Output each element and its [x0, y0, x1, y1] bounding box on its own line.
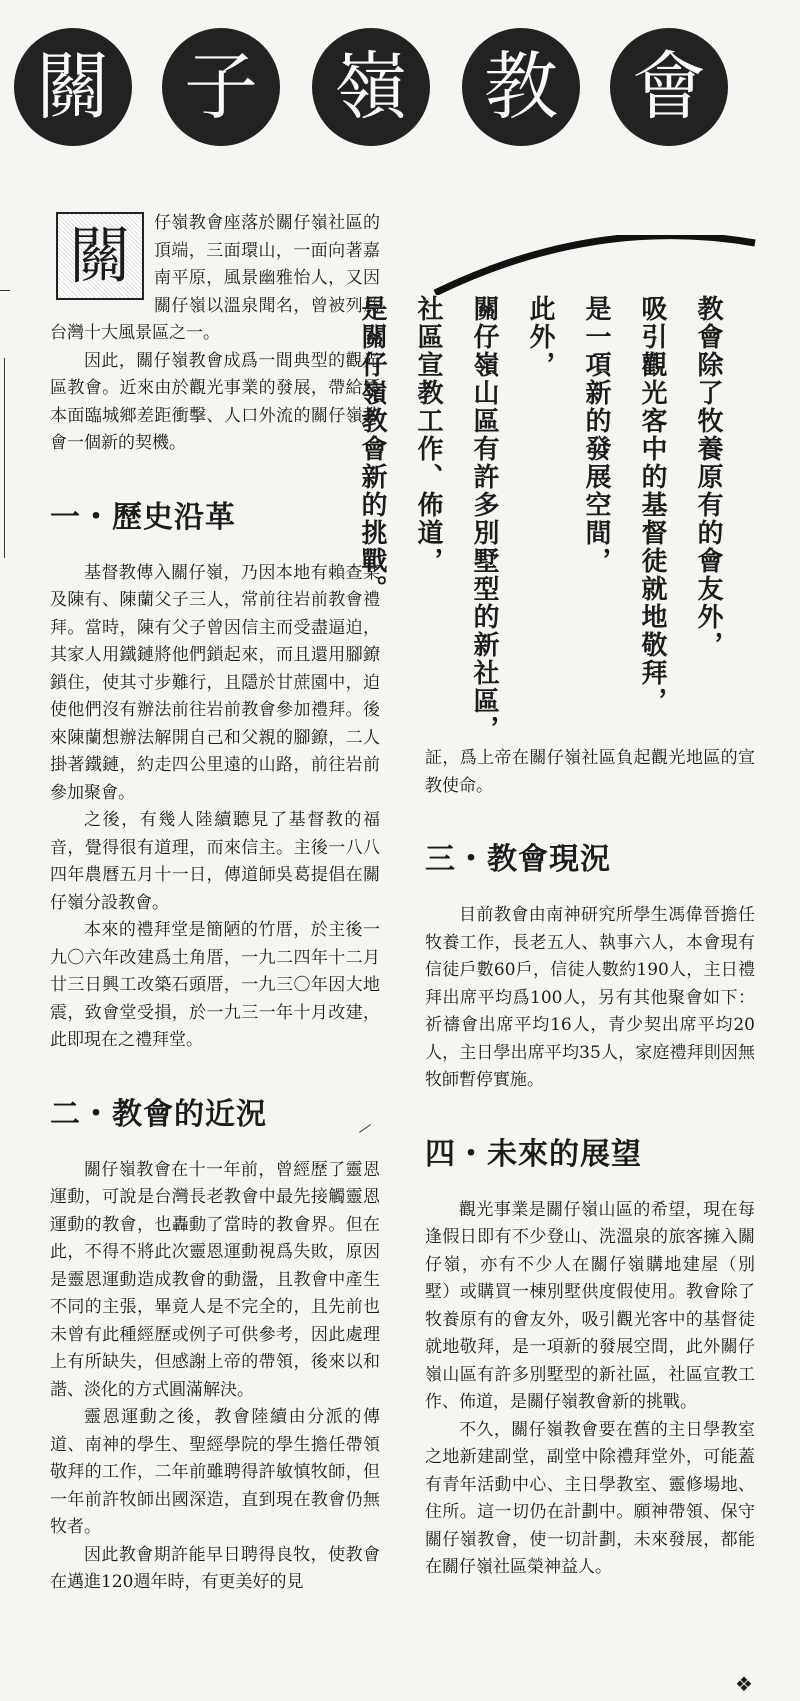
pull-quote-columns [348, 295, 732, 743]
pull-quote-line: 是一項新的發展空間， [581, 295, 611, 575]
masthead-char: 嶺 [312, 28, 430, 146]
intro-paragraph: 因此，關仔嶺教會成爲一間典型的觀光區教會。近來由於觀光事業的發展，帶給原本面臨城鄉差距衝擊、人口外流的關仔嶺教會一個新的契機。 [50, 350, 380, 453]
pull-quote-line: 教會除了牧養原有的會友外， [693, 295, 723, 659]
edge-box-rule [0, 358, 5, 558]
body-paragraph: 目前教會由南神研究所學生馮偉晉擔任牧養工作，長老五人、執事六人，本會現有信徒戶數60戶，信徒人數約190人，主日禮拜出席平均爲100人，另有其他聚會如下：祈禱會出席平均16人，青少契出席平均20人，主日學出席平均35人，家庭禮拜則因無牧師暫停實施。 [425, 905, 755, 1090]
masthead-char: 關 [14, 28, 132, 146]
section-heading: 二・教會的近況 [50, 1096, 267, 1132]
right-column [425, 745, 755, 1582]
body-paragraph: 本來的禮拜堂是簡陋的竹厝，於主後一九〇六年改建爲土角厝，一九二四年十二月廿三日興工改築石頭厝，一九三〇年因大地震，致會堂受損，於一九三一年十月改建，此即現在之禮拜堂。 [50, 920, 380, 1050]
pull-quote-line: 關仔嶺山區有許多別墅型的新社區， [469, 295, 499, 743]
pull-quote-line: 此外， [525, 295, 555, 379]
dropcap: 關 [56, 212, 144, 300]
body-paragraph: 不久，關仔嶺教會要在舊的主日學教室之地新建副堂，副堂中除禮拜堂外，可能蓋有青年活動中心、主日學教室、靈修場地、住所。這一切仍在計劃中。願神帶領、保守關仔嶺教會，使一切計劃，未來發展，都能在關仔嶺社區榮神益人。 [425, 1419, 755, 1577]
masthead [0, 28, 800, 158]
body-paragraph: 之後，有幾人陸續聽見了基督教的福音，覺得很有道理，而來信主。主後一八八四年農曆五月十一日，傳道師吳葛提倡在關仔嶺分設教會。 [50, 810, 380, 913]
end-mark-icon: ❖ [735, 1672, 753, 1696]
section-heading: 四・未來的展望 [425, 1136, 642, 1172]
body-paragraph: 觀光事業是關仔嶺山區的希望，現在每逢假日即有不少登山、洗溫泉的旅客擁入關仔嶺，亦有不少人在關仔嶺購地建屋（別墅）或購買一棟別墅供度假使用。教會除了牧養原有的會友外，吸引觀光客中的基督徒就地敬拜，是一項新的發展空間，此外關仔嶺山區有許多別墅型的新社區，社區宣教工作、佈道，是關仔嶺教會新的挑戰。 [425, 1199, 755, 1412]
continued-paragraph: 証，爲上帝在關仔嶺社區負起觀光地區的宣教使命。 [425, 748, 755, 796]
pull-quote-arc [430, 235, 760, 295]
pull-quote-line: 是關仔嶺教會新的挑戰。 [357, 295, 387, 603]
section-heading: 三・教會現況 [425, 842, 611, 877]
body-paragraph: 基督教傳入關仔嶺，乃因本地有賴查某及陳有、陳蘭父子三人，常前往岩前教會禮拜。當時，陳有父子曾因信主而受盡逼迫，其家人用鐵鏈將他們鎖起來，而且還用腳鐐鎖住，使其寸步難行，且隱於甘蔗園中，迫使他們沒有辦法前往岩前教會參加禮拜。後來陳蘭想辦法解開自己和父親的腳鐐，二人掛著鐵鏈，約走四公里遠的山路，前往岩前參加聚會。 [50, 562, 380, 803]
body-paragraph: 關仔嶺教會在十一年前，曾經歷了靈恩運動，可說是台灣長老教會中最先接觸靈恩運動的教會，也轟動了當時的教會界。但在此，不得不將此次靈恩運動視爲失敗，原因是靈恩運動造成教會的動盪，且教會中產生不同的主張，畢竟人是不完全的，且先前也未曾有此種經歷或例子可供參考，因此處理上有所缺失，但感謝上帝的帶領，後來以和諧、淡化的方式圓滿解決。 [50, 1159, 380, 1400]
masthead-char: 子 [162, 28, 280, 146]
edge-rule [0, 290, 10, 291]
pull-quote-line: 社區宣教工作、佈道， [413, 295, 443, 575]
intro-paragraph: 仔嶺教會座落於關仔嶺社區的頂端，三面環山，一面向著嘉南平原，風景幽雅怡人，又因關仔嶺以溫泉聞名，曾被列爲台灣十大風景區之一。 [50, 213, 380, 343]
section-heading: 一・歷史沿革 [50, 499, 236, 535]
body-paragraph: 因此教會期許能早日聘得良牧，使教會在邁進120週年時，有更美好的見 [50, 1544, 380, 1592]
pull-quote-line: 吸引觀光客中的基督徒就地敬拜， [637, 295, 667, 715]
masthead-char: 教 [462, 28, 580, 146]
masthead-char: 會 [610, 28, 728, 146]
left-column [50, 210, 380, 1597]
body-paragraph: 靈恩運動之後，教會陸續由分派的傳道、南神的學生、聖經學院的學生擔任帶領敬拜的工作，二年前雖聘得許敏慎牧師，但一年前許牧師出國深造，直到現在教會仍無牧者。 [50, 1407, 380, 1537]
pull-quote [357, 235, 760, 743]
